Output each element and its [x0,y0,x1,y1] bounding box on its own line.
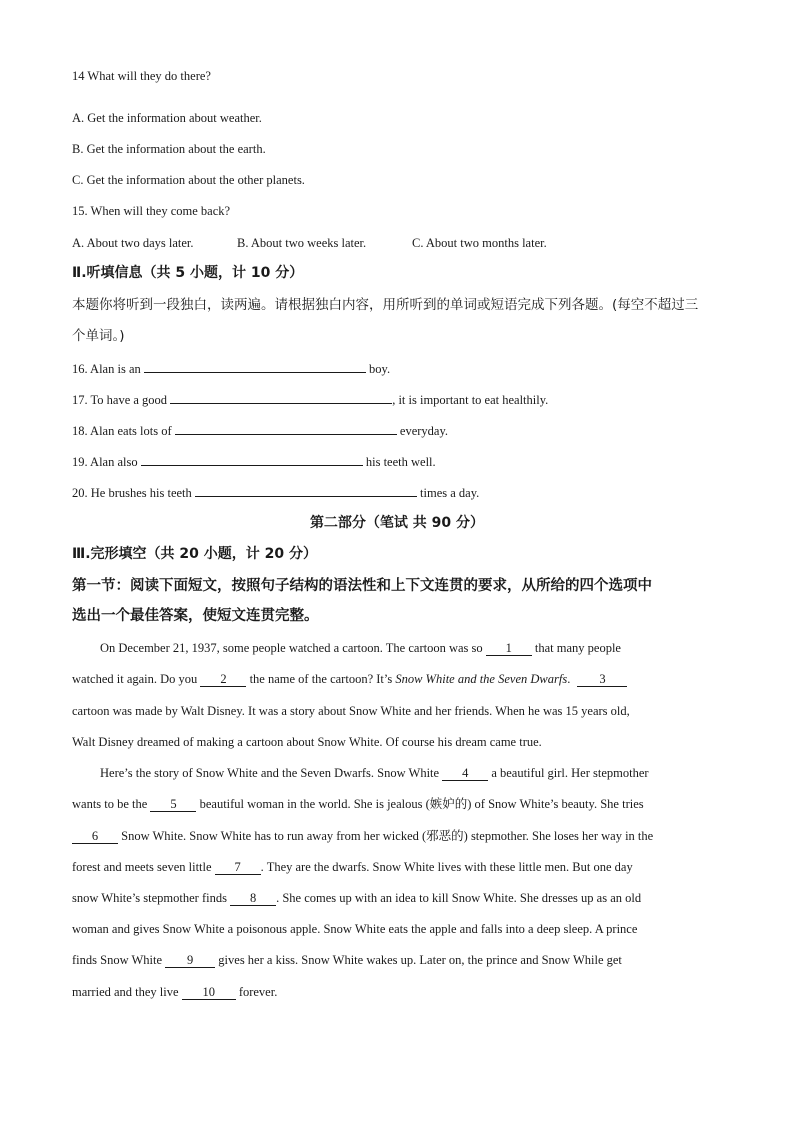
passage-line-5 [100,764,649,782]
passage-line-9 [72,889,641,907]
fill-item-16-post: boy. [369,362,391,376]
passage-text: the name of the cartoon? It’s [249,672,393,686]
part-2-title: 第二部分（笔试 共 90 分） [309,515,485,531]
passage-text: Here’s the story of Snow White and the Seven Dwarfs. Snow White [100,766,440,780]
passage-line-11 [72,951,622,969]
passage-line-3: cartoon was made by Walt Disney. It was a story about Snow White and her friends. When he was 15 years old, [72,704,630,718]
section-3-subtitle-2: 选出一个最佳答案，使短文连贯完整。 [72,608,319,624]
fill-item-16-pre: 16. Alan is an [72,362,141,376]
question-15: 15. When will they come back? [72,204,231,218]
fill-item-17 [72,390,548,409]
passage-text: watched it again. Do you [72,672,198,686]
fill-blank-19[interactable] [141,452,363,466]
cloze-blank-2[interactable]: 2 [200,672,246,687]
passage-line-7 [72,827,653,845]
fill-item-20 [72,483,479,502]
passage-line-6 [72,795,644,813]
cloze-blank-5[interactable]: 5 [150,797,196,812]
fill-item-18 [72,421,448,440]
cartoon-title: Snow White and the Seven Dwarfs [395,672,568,686]
fill-item-19-post: his teeth well. [365,455,436,469]
passage-line-4: Walt Disney dreamed of making a cartoon about Snow White. Of course his dream came true. [72,735,542,749]
cloze-blank-6[interactable]: 6 [72,829,118,844]
section-2-title: Ⅱ.听填信息（共 5 小题，计 10 分） [72,265,304,281]
passage-text: married and they live [72,985,179,999]
fill-blank-20[interactable] [195,483,417,497]
cloze-blank-7[interactable]: 7 [215,860,261,875]
fill-item-20-pre: 20. He brushes his teeth [72,486,192,500]
passage-text: forest and meets seven little [72,860,212,874]
passage-line-1 [100,639,621,657]
q15-options [72,234,547,252]
passage-text: a beautiful girl. Her stepmother [491,766,649,780]
passage-text: finds Snow White [72,953,163,967]
section-3-title: Ⅲ.完形填空（共 20 小题，计 20 分） [72,546,318,562]
cloze-blank-3[interactable]: 3 [577,672,627,687]
cloze-blank-4[interactable]: 4 [442,766,488,781]
passage-line-2 [72,670,627,688]
fill-item-19-pre: 19. Alan also [72,455,138,469]
fill-blank-16[interactable] [144,359,366,373]
fill-item-17-pre: 17. To have a good [72,393,168,407]
passage-line-12 [72,983,277,1001]
fill-item-18-post: everyday. [399,424,449,438]
q14-option-c: C. Get the information about the other planets. [72,173,305,187]
q15-option-a: A. About two days later. [72,236,194,250]
q14-option-a: A. Get the information about weather. [72,111,262,125]
cloze-blank-9[interactable]: 9 [165,953,215,968]
section-3-subtitle-1: 第一节：阅读下面短文，按照句子结构的语法性和上下文连贯的要求，从所给的四个选项中 [72,578,652,594]
passage-text: wants to be the [72,797,148,811]
fill-item-19 [72,452,436,471]
passage-text: Snow White. Snow White has to run away from her wicked (邪恶的) stepmother. She loses her way in the [121,829,654,843]
section-2-instructions-1: 本题你将听到一段独白，读两遍。请根据独白内容，用所听到的单词或短语完成下列各题。(每空不超过三 [72,297,699,313]
question-14: 14 What will they do there? [72,69,211,83]
q15-option-b: B. About two weeks later. [237,236,367,250]
fill-item-18-pre: 18. Alan eats lots of [72,424,172,438]
cloze-blank-1[interactable]: 1 [486,641,532,656]
passage-text: snow White’s stepmother finds [72,891,227,905]
passage-text: On December 21, 1937, some people watched a cartoon. The cartoon was so [100,641,483,655]
cloze-blank-8[interactable]: 8 [230,891,276,906]
q15-option-c: C. About two months later. [412,236,547,250]
section-2-instructions-2: 个单词。) [72,328,125,344]
fill-blank-18[interactable] [175,421,397,435]
cloze-blank-10[interactable]: 10 [182,985,236,1000]
passage-text: . [567,672,571,686]
q14-option-b: B. Get the information about the earth. [72,142,266,156]
passage-text: . They are the dwarfs. Snow White lives with these little men. But one day [260,860,633,874]
passage-text: that many people [534,641,621,655]
fill-item-17-post: , it is important to eat healthily. [392,393,549,407]
passage-line-8 [72,858,633,876]
passage-text: . She comes up with an idea to kill Snow White. She dresses up as an old [276,891,642,905]
passage-text: beautiful woman in the world. She is jealous (嫉妒的) of Snow White’s beauty. She tries [199,797,644,811]
fill-item-16 [72,359,390,378]
passage-line-10: woman and gives Snow White a poisonous apple. Snow White eats the apple and falls into a deep sleep. A prince [72,922,638,936]
fill-blank-17[interactable] [170,390,392,404]
fill-item-20-post: times a day. [420,486,480,500]
passage-text: gives her a kiss. Snow White wakes up. Later on, the prince and Snow While get [218,953,622,967]
passage-text: forever. [238,985,278,999]
